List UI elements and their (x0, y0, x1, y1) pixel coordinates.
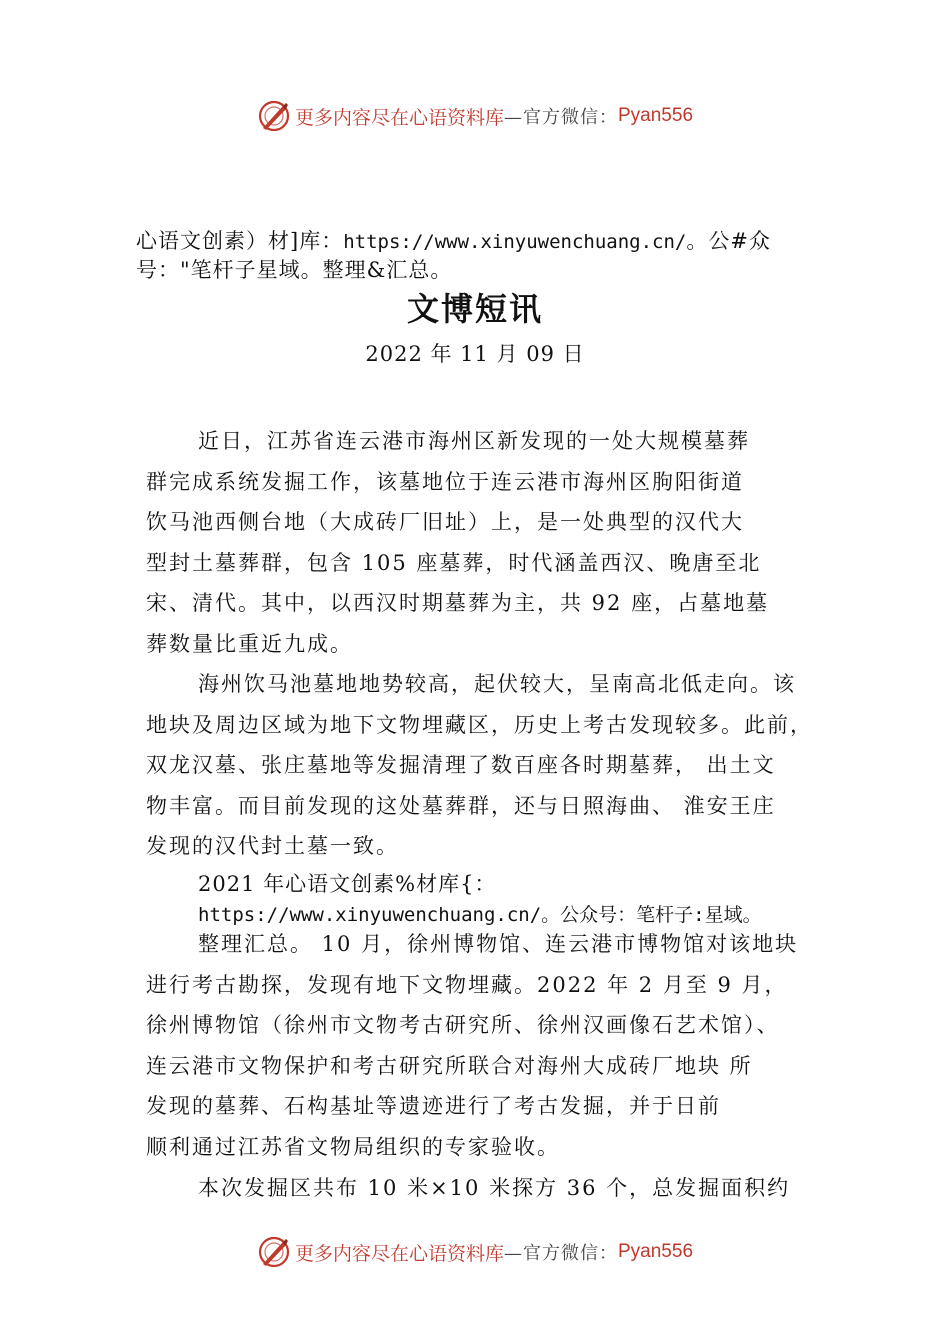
text-line: 型封土墓葬群，包含 105 座墓葬，时代涵盖西汉、晚唐至北 (146, 550, 762, 575)
text-line: 顺利通过江苏省文物局组织的专家验收。 (146, 1134, 560, 1159)
text-line: 群完成系统发掘工作，该墓地位于连云港市海州区朐阳街道 (146, 469, 744, 494)
footer-banner (0, 1232, 950, 1272)
pen-logo-icon (257, 1235, 291, 1269)
text-line: 近日，江苏省连云港市海州区新发现的一处大规模墓葬 (198, 429, 750, 453)
inline-watermark-2: https://www.xinyuwenchuang.cn/。公众号：笔杆子:星域。 (198, 904, 762, 926)
text-line: 发现的汉代封土墓一致。 (146, 834, 399, 858)
inline-watermark-1: 2021 年心语文创素%材库{： (198, 872, 497, 896)
paragraph-3 (146, 924, 846, 1167)
article-title: 文博短讯 (406, 290, 543, 328)
banner-wechat-label: —官方微信： (504, 107, 618, 128)
paragraph-2 (146, 664, 846, 867)
text-line: 葬数量比重近九成。 (146, 631, 353, 656)
pen-logo-icon (257, 99, 291, 133)
banner-wechat-label: —官方微信： (504, 1243, 618, 1264)
text-line: 发现的墓葬、石构基址等遗迹进行了考古发掘，并于日前 (146, 1094, 721, 1118)
watermark-url: https://www.xinyuwenchuang.cn/ (343, 231, 687, 253)
text-line: 整理汇总。 10 月，徐州博物馆、连云港市博物馆对该地块 (198, 932, 799, 956)
banner-wechat-id: Pyan556 (618, 105, 694, 126)
text-line: 宋、清代。其中，以西汉时期墓葬为主，共 92 座，占墓地墓 (146, 591, 770, 615)
text-line: 物丰富。而目前发现的这处墓葬群，还与日照海曲、 淮安王庄 (146, 793, 776, 818)
paragraph-4 (146, 1168, 846, 1209)
watermark-line-1: 心语文创素）材]库：https://www.xinyuwenchuang.cn/。公#众 (136, 229, 771, 253)
text-line: 进行考古勘探，发现有地下文物埋藏。2022 年 2 月至 9 月， (146, 972, 788, 997)
text-line: 本次发掘区共布 10 米×10 米探方 36 个，总发掘面积约 (198, 1176, 791, 1200)
banner-text: 更多内容尽在心语资料库 (294, 1242, 504, 1265)
article-date: 2022 年 11 月 09 日 (365, 342, 585, 366)
watermark-line-2: 号："笔杆子星域。整理&汇总。 (136, 258, 453, 282)
banner-text: 更多内容尽在心语资料库 (294, 106, 504, 129)
text-line: 徐州博物馆（徐州市文物考古研究所、徐州汉画像石艺术馆）、 (146, 1013, 780, 1037)
text-line: 海州饮马池墓地地势较高，起伏较大，呈南高北低走向。该 (198, 672, 796, 696)
banner-wechat-id: Pyan556 (618, 1241, 694, 1262)
text-line: 饮马池西侧台地（大成砖厂旧址）上，是一处典型的汉代大 (146, 510, 744, 534)
text-line: 连云港市文物保护和考古研究所联合对海州大成砖厂地块 所 (146, 1053, 753, 1078)
text-line: 地块及周边区域为地下文物埋藏区，历史上考古发现较多。此前， (146, 712, 813, 737)
paragraph-1 (146, 421, 846, 664)
text-line: 双龙汉墓、张庄墓地等发掘清理了数百座各时期墓葬， 出土文 (146, 753, 776, 777)
header-banner (0, 96, 950, 136)
